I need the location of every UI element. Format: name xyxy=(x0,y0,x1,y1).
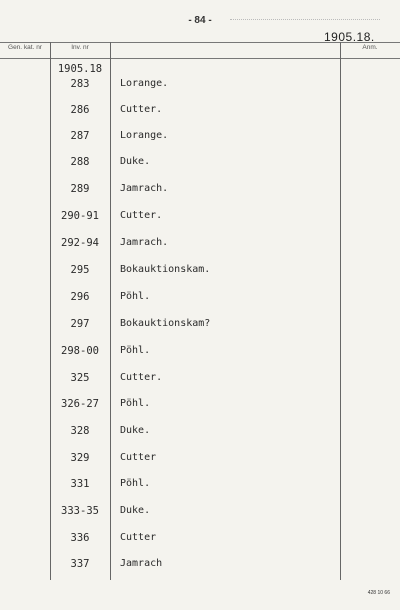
inv-nr-cell: 296 xyxy=(70,291,90,303)
name-cell: Bokauktionskam. xyxy=(120,264,211,275)
table-row xyxy=(50,210,340,224)
name-cell: Jamrach xyxy=(120,558,163,569)
inv-nr-cell: 331 xyxy=(70,478,90,490)
table-row xyxy=(50,398,340,412)
table-row xyxy=(50,318,340,332)
name-cell: Cutter. xyxy=(120,104,163,115)
name-cell: Cutter xyxy=(120,532,157,543)
table-row xyxy=(50,452,340,466)
column-divider-1 xyxy=(50,42,51,580)
name-cell: Lorange. xyxy=(120,130,169,141)
table-row xyxy=(50,237,340,251)
name-cell: Cutter. xyxy=(120,372,163,383)
name-cell: Pöhl. xyxy=(120,291,151,302)
entry-year: 1905.18 xyxy=(57,63,103,75)
column-divider-3 xyxy=(340,42,341,580)
table-row xyxy=(50,425,340,439)
inv-nr-cell: 333-35 xyxy=(61,505,99,517)
inv-nr-cell: 290-91 xyxy=(61,210,99,222)
table-row xyxy=(50,291,340,305)
page-number: - 84 - xyxy=(188,15,212,26)
table-row xyxy=(50,156,340,170)
inv-nr-cell: 292-94 xyxy=(61,237,99,249)
inv-nr-cell: 295 xyxy=(70,264,90,276)
inv-nr-cell: 289 xyxy=(70,183,90,195)
table-row xyxy=(50,372,340,386)
inv-nr-cell: 336 xyxy=(70,532,90,544)
inv-nr-cell: 286 xyxy=(70,104,90,116)
name-cell: Pöhl. xyxy=(120,398,151,409)
inv-nr-cell: 329 xyxy=(70,452,90,464)
column-header-gen-kat-nr: Gen. kat. nr xyxy=(8,44,42,51)
name-cell: Cutter xyxy=(120,452,157,463)
table-row xyxy=(50,345,340,359)
name-cell: Bokauktionskam? xyxy=(120,318,211,329)
name-cell: Lorange. xyxy=(120,78,169,89)
column-header-inv-nr: Inv. nr xyxy=(71,44,89,51)
table-row xyxy=(50,558,340,572)
table-row xyxy=(50,130,340,144)
table-row xyxy=(50,532,340,546)
column-header-anm: Anm. xyxy=(362,44,378,51)
inv-nr-cell: 337 xyxy=(70,558,90,570)
inv-nr-cell: 325 xyxy=(70,372,90,384)
name-cell: Duke. xyxy=(120,505,151,516)
print-code: 428 10 66 xyxy=(367,590,390,596)
name-cell: Jamrach. xyxy=(120,237,169,248)
inv-nr-cell: 298-00 xyxy=(61,345,99,357)
column-divider-2 xyxy=(110,42,111,580)
table-row xyxy=(50,104,340,118)
table-row xyxy=(50,505,340,519)
name-cell: Jamrach. xyxy=(120,183,169,194)
name-cell: Duke. xyxy=(120,425,151,436)
name-cell: Pöhl. xyxy=(120,478,151,489)
inv-nr-cell: 328 xyxy=(70,425,90,437)
name-cell: Duke. xyxy=(120,156,151,167)
inv-nr-cell: 297 xyxy=(70,318,90,330)
top-dotted-rule xyxy=(230,19,380,20)
table-row xyxy=(50,183,340,197)
inv-nr-cell: 287 xyxy=(70,130,90,142)
year-heading: 1905.18. xyxy=(324,30,375,44)
name-cell: Pöhl. xyxy=(120,345,151,356)
name-cell: Cutter. xyxy=(120,210,163,221)
table-row xyxy=(50,264,340,278)
inv-nr-cell: 283 xyxy=(70,78,90,90)
table-row xyxy=(50,78,340,92)
inv-nr-cell: 288 xyxy=(70,156,90,168)
inv-nr-cell: 326-27 xyxy=(61,398,99,410)
table-row xyxy=(50,478,340,492)
